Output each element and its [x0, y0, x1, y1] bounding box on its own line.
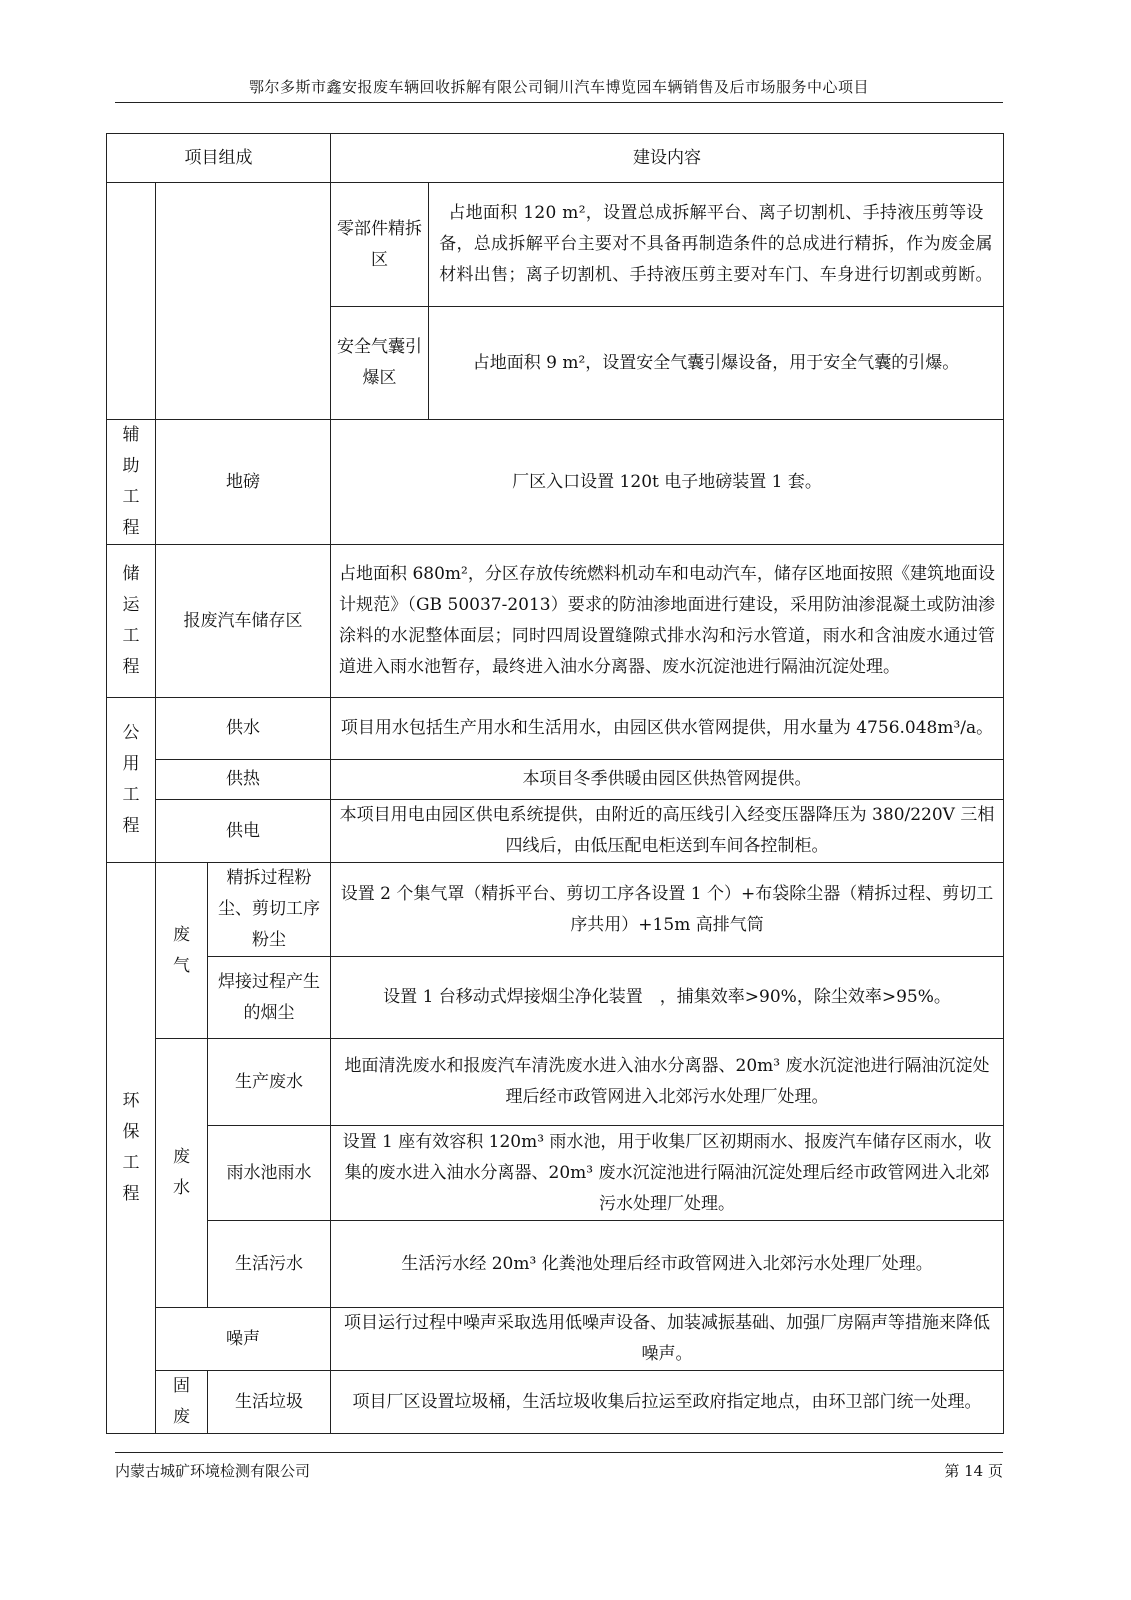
table-row [107, 420, 1004, 545]
footer-rule [115, 1452, 1003, 1453]
sub-cat-waste-gas: 废气 [156, 863, 208, 1039]
sub-name-disassembly: 零部件精拆区 [331, 183, 429, 307]
table-row [107, 183, 1004, 307]
table-row [107, 1039, 1004, 1126]
content-domestic-sewage: 生活污水经 20m³ 化粪池处理后经市政管网进入北郊污水处理厂处理。 [331, 1221, 1004, 1308]
cat-storage: 储运工程 [107, 545, 156, 698]
name-heat-supply: 供热 [156, 760, 331, 800]
table-row [107, 698, 1004, 760]
table-row [107, 760, 1004, 800]
name-domestic-garbage: 生活垃圾 [208, 1371, 331, 1434]
table-header-row [107, 134, 1004, 183]
cat-environmental: 环保工程 [107, 863, 156, 1434]
content-heat-supply: 本项目冬季供暖由园区供热管网提供。 [331, 760, 1004, 800]
table-row [107, 1126, 1004, 1221]
sub-name-airbag: 安全气囊引爆区 [331, 307, 429, 420]
table-row [107, 957, 1004, 1039]
footer-company: 内蒙古城矿环境检测有限公司 [115, 1462, 311, 1480]
content-water-supply: 项目用水包括生产用水和生活用水，由园区供水管网提供，用水量为 4756.048m³/a。 [331, 698, 1004, 760]
content-welding-fume: 设置 1 台移动式焊接烟尘净化装置 ，捕集效率>90%，除尘效率>95%。 [331, 957, 1004, 1039]
name-weighbridge: 地磅 [156, 420, 331, 545]
table-row [107, 863, 1004, 957]
page-number: 第 14 页 [944, 1462, 1003, 1480]
table-row [107, 800, 1004, 863]
content-storage-area: 占地面积 680m²，分区存放传统燃料机动车和电动汽车，储存区地面按照《建筑地面设计规范》（GB 50037-2013）要求的防油渗地面进行建设，采用防油渗混凝土或防油渗涂料的水泥整体面层；同时四周设置缝隙式排水沟和污水管道，雨水和含油废水通过管道进入雨水池暂存，最终进入油水分离器、废水沉淀池进行隔油沉淀处理。 [331, 545, 1004, 698]
name-water-supply: 供水 [156, 698, 331, 760]
name-power-supply: 供电 [156, 800, 331, 863]
name-storage-area: 报废汽车储存区 [156, 545, 331, 698]
sub-cat-waste-water: 废水 [156, 1039, 208, 1308]
cat-auxiliary: 辅助工程 [107, 420, 156, 545]
name-noise: 噪声 [156, 1308, 331, 1371]
content-dust: 设置 2 个集气罩（精拆平台、剪切工序各设置 1 个）+布袋除尘器（精拆过程、剪切工序共用）+15m 高排气筒 [331, 863, 1004, 957]
name-domestic-sewage: 生活污水 [208, 1221, 331, 1308]
content-airbag: 占地面积 9 m²，设置安全气囊引爆设备，用于安全气囊的引爆。 [429, 307, 1004, 420]
cont-name-cell [156, 183, 331, 420]
content-noise: 项目运行过程中噪声采取选用低噪声设备、加装减振基础、加强厂房隔声等措施来降低噪声。 [331, 1308, 1004, 1371]
page-header-title: 鄂尔多斯市鑫安报废车辆回收拆解有限公司铜川汽车博览园车辆销售及后市场服务中心项目 [248, 78, 869, 96]
table-row [107, 1221, 1004, 1308]
content-production-wastewater: 地面清洗废水和报废汽车清洗废水进入油水分离器、20m³ 废水沉淀池进行隔油沉淀处理后经市政管网进入北郊污水处理厂处理。 [331, 1039, 1004, 1126]
content-power-supply: 本项目用电由园区供电系统提供，由附近的高压线引入经变压器降压为 380/220V 三相四线后，由低压配电柜送到车间各控制柜。 [331, 800, 1004, 863]
name-production-wastewater: 生产废水 [208, 1039, 331, 1126]
content-disassembly: 占地面积 120 m²，设置总成拆解平台、离子切割机、手持液压剪等设备，总成拆解平台主要对不具备再制造条件的总成进行精拆，作为废金属材料出售；离子切割机、手持液压剪主要对车门、车身进行切割或剪断。 [429, 183, 1004, 307]
project-composition-table [106, 133, 1004, 1434]
name-rainwater: 雨水池雨水 [208, 1126, 331, 1221]
table-row [107, 1308, 1004, 1371]
header-project: 项目组成 [107, 134, 331, 183]
content-weighbridge: 厂区入口设置 120t 电子地磅装置 1 套。 [331, 420, 1004, 545]
name-welding-fume: 焊接过程产生的烟尘 [208, 957, 331, 1039]
cat-public: 公用工程 [107, 698, 156, 863]
content-rainwater: 设置 1 座有效容积 120m³ 雨水池，用于收集厂区初期雨水、报废汽车储存区雨水，收集的废水进入油水分离器、20m³ 废水沉淀池进行隔油沉淀处理后经市政管网进入北郊污水处理厂处理。 [331, 1126, 1004, 1221]
table-row [107, 1371, 1004, 1434]
name-dust: 精拆过程粉尘、剪切工序粉尘 [208, 863, 331, 957]
table-row [107, 545, 1004, 698]
header-content: 建设内容 [331, 134, 1004, 183]
header-rule [115, 102, 1003, 103]
content-domestic-garbage: 项目厂区设置垃圾桶，生活垃圾收集后拉运至政府指定地点，由环卫部门统一处理。 [331, 1371, 1004, 1434]
cont-cat-cell [107, 183, 156, 420]
sub-cat-solid-waste: 固废 [156, 1371, 208, 1434]
